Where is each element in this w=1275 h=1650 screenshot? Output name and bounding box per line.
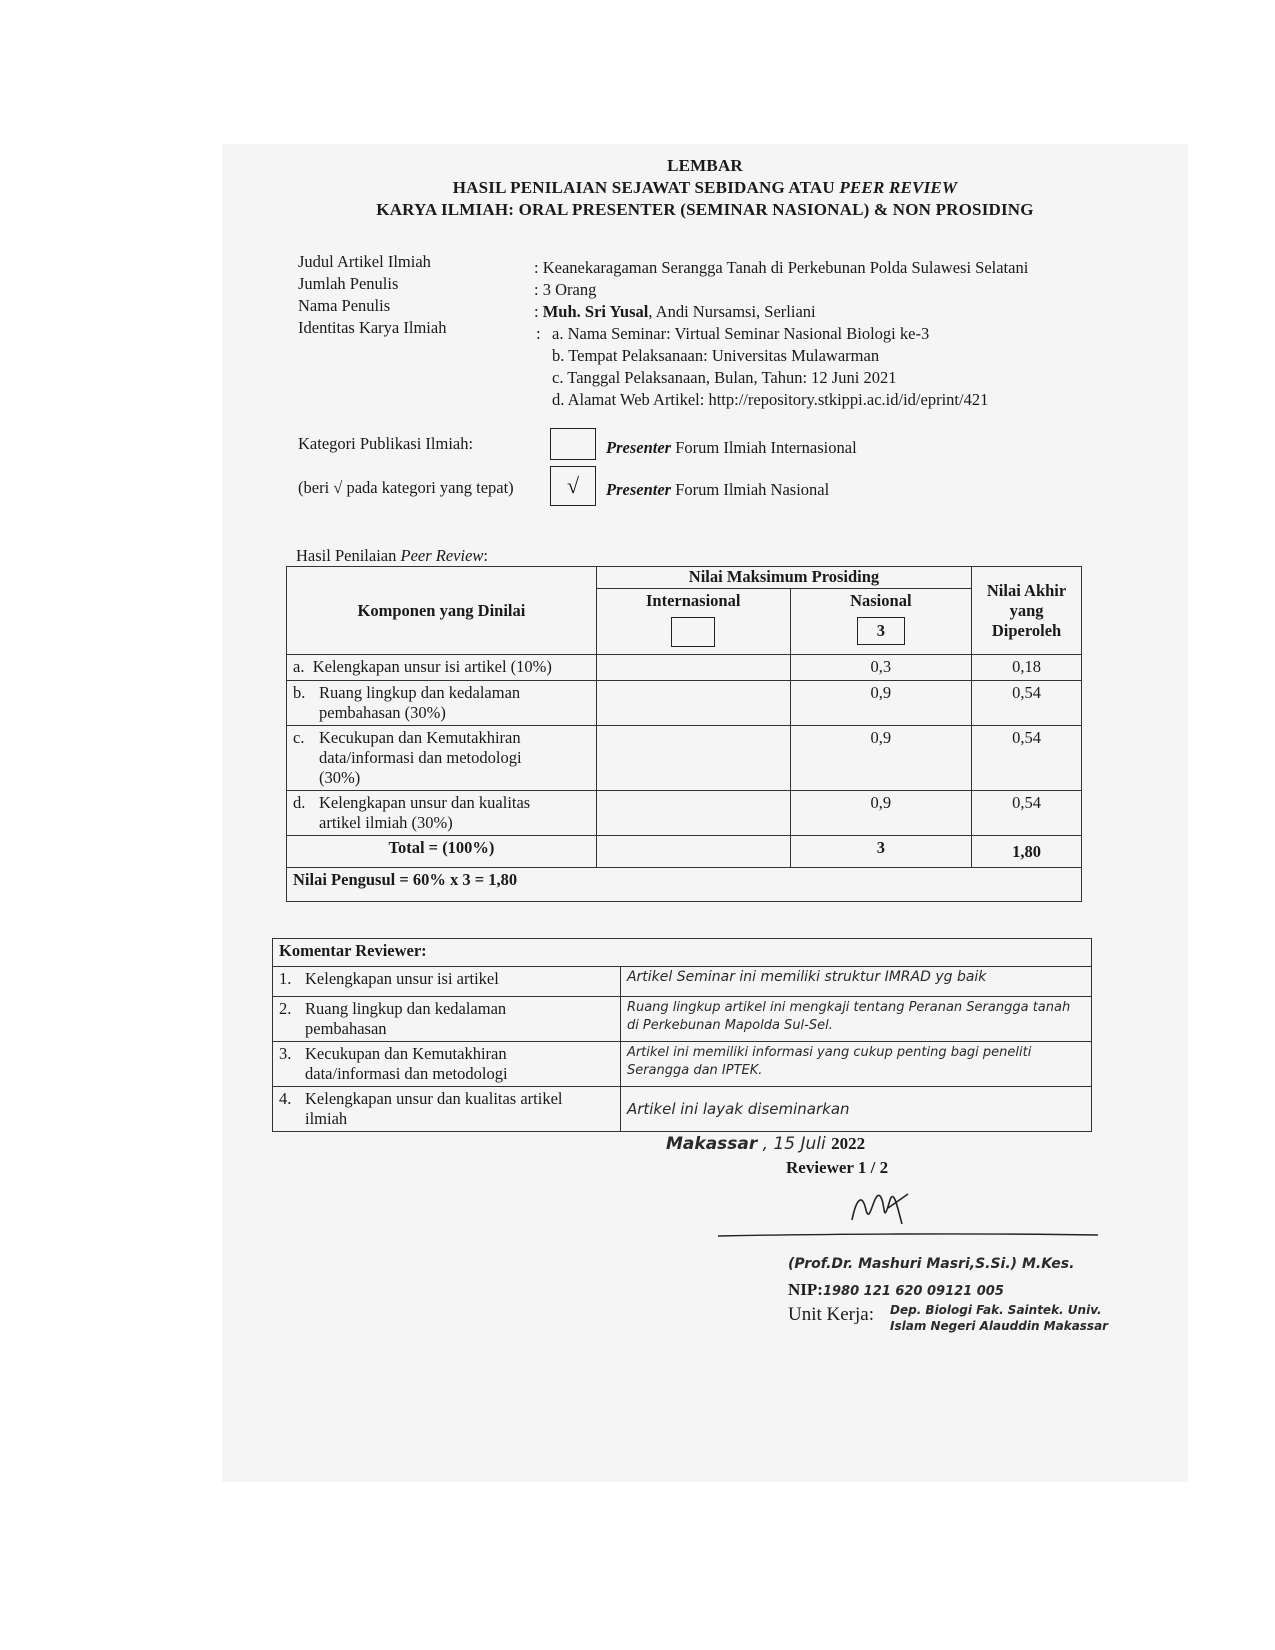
jumlah-label: Jumlah Penulis [298, 274, 399, 293]
pengusul-row [287, 868, 1082, 902]
judul-value: : Keanekaragaman Serangga Tanah di Perkebunan Polda Sulawesi Selatani [534, 258, 1029, 277]
row-a-akhir: 0,18 [972, 655, 1082, 681]
table-row: 3. Kecukupan dan Kemutakhiran data/informasi dan metodologi Artikel ini memiliki informasi yang cukup penting bagi peneliti Serangga dan IPTEK. [273, 1042, 1092, 1087]
identitas-label: Identitas Karya Ilmiah [298, 318, 447, 337]
row-d-komponen: d. Kelengkapan unsur dan kualitas artikel ilmiah (30%) [287, 791, 597, 836]
signature-scribble-icon [842, 1180, 932, 1234]
identitas-b: b. Tempat Pelaksanaan: Universitas Mulawarman [552, 346, 880, 365]
hasil-title: Hasil Penilaian Peer Review: [296, 546, 488, 565]
table-row [287, 655, 1082, 681]
komentar-2-comment: Ruang lingkup artikel ini mengkaji tentang Peranan Serangga tanah di Perkebunan Mapolda Sul-Sel. [620, 997, 1091, 1042]
box-internasional [671, 617, 715, 647]
total-row [287, 836, 1082, 868]
jumlah-value: : 3 Orang [534, 280, 597, 299]
title-line-2: HASIL PENILAIAN SEJAWAT SEBIDANG ATAU PEER REVIEW [452, 178, 958, 197]
nama-value: : Muh. Sri Yusal, Andi Nursamsi, Serliani [534, 302, 816, 321]
row-a-komponen: a. Kelengkapan unsur isi artikel (10%) [287, 655, 597, 681]
nip: NIP:1980 121 620 09121 005 [788, 1280, 1004, 1299]
row-c-nasional: 0,9 [790, 726, 972, 791]
identitas-d: d. Alamat Web Artikel: http://repository.stkippi.ac.id/id/eprint/421 [552, 390, 989, 409]
komentar-3-comment: Artikel ini memiliki informasi yang cukup penting bagi peneliti Serangga dan IPTEK. [620, 1042, 1091, 1087]
reviewer-name: (Prof.Dr. Mashuri Masri,S.Si.) M.Kes. [788, 1256, 1075, 1272]
col-internasional: Internasional [596, 589, 790, 655]
kategori-opt-internasional: Presenter Forum Ilmiah Internasional [606, 438, 857, 457]
kategori-note: (beri √ pada kategori yang tepat) [298, 478, 514, 497]
table-row [287, 681, 1082, 726]
komentar-4-comment: Artikel ini layak diseminarkan [620, 1087, 1091, 1132]
nilai-pengusul: Nilai Pengusul = 60% x 3 = 1,80 [287, 868, 1082, 902]
total-akhir: 1,80 [972, 836, 1082, 868]
check-mark-icon: √ [566, 473, 580, 498]
identitas-c: c. Tanggal Pelaksanaan, Bulan, Tahun: 12 Juni 2021 [552, 368, 897, 387]
col-nasional: Nasional 3 [790, 589, 972, 655]
row-d-nasional: 0,9 [790, 791, 972, 836]
identitas-a: a. Nama Seminar: Virtual Seminar Nasional Biologi ke-3 [552, 324, 930, 343]
checkbox-nasional[interactable] [550, 466, 596, 506]
table-row [287, 791, 1082, 836]
row-b-komponen: b. Ruang lingkup dan kedalaman pembahasan (30%) [287, 681, 597, 726]
row-c-komponen: c. Kecukupan dan Kemutakhiran data/informasi dan metodologi (30%) [287, 726, 597, 791]
table-row: 4. Kelengkapan unsur dan kualitas artikel ilmiah Artikel ini layak diseminarkan [273, 1087, 1092, 1132]
komentar-table [272, 938, 1092, 1132]
table-row [287, 726, 1082, 791]
checkbox-internasional[interactable] [550, 428, 596, 460]
unit-kerja-value: Dep. Biologi Fak. Saintek. Univ. Islam Negeri Alauddin Makassar [890, 1303, 1109, 1333]
unit-kerja-label: Unit Kerja: [788, 1304, 875, 1325]
kategori-opt-nasional: Presenter Forum Ilmiah Nasional [606, 480, 830, 499]
row-b-akhir: 0,54 [972, 681, 1082, 726]
score-table [286, 566, 1082, 902]
row-c-akhir: 0,54 [972, 726, 1082, 791]
table-row: 1. Kelengkapan unsur isi artikel Artikel Seminar ini memiliki struktur IMRAD yg baik [273, 967, 1092, 997]
row-a-nasional: 0,3 [790, 655, 972, 681]
judul-label: Judul Artikel Ilmiah [298, 252, 431, 271]
reviewer-label: Reviewer 1 / 2 [786, 1158, 889, 1177]
total-nasional: 3 [790, 836, 972, 868]
nama-label: Nama Penulis [298, 296, 391, 315]
signature-line [718, 1232, 1098, 1240]
col-nilai-akhir: Nilai Akhir yang Diperoleh [972, 567, 1082, 655]
box-nasional: 3 [857, 617, 905, 645]
col-komponen: Komponen yang Dinilai [287, 567, 597, 655]
title-lembar: LEMBAR [667, 156, 743, 175]
komentar-1-comment: Artikel Seminar ini memiliki struktur IMRAD yg baik [620, 967, 1091, 997]
komentar-title: Komentar Reviewer: [273, 939, 1092, 967]
identitas-colon: : [536, 324, 541, 343]
total-label: Total = (100%) [287, 836, 597, 868]
place-date: Makassar , 15 Juli 2022 [666, 1134, 866, 1154]
row-d-akhir: 0,54 [972, 791, 1082, 836]
document-sheet [222, 144, 1188, 1482]
title-line-3: KARYA ILMIAH: ORAL PRESENTER (SEMINAR NASIONAL) & NON PROSIDING [376, 200, 1034, 219]
kategori-label: Kategori Publikasi Ilmiah: [298, 434, 474, 453]
row-b-nasional: 0,9 [790, 681, 972, 726]
table-row: 2. Ruang lingkup dan kedalaman pembahasan Ruang lingkup artikel ini mengkaji tentang Peranan Serangga tanah di Perkebunan Mapolda Sul-Sel. [273, 997, 1092, 1042]
col-nilai-maks: Nilai Maksimum Prosiding [596, 567, 971, 589]
